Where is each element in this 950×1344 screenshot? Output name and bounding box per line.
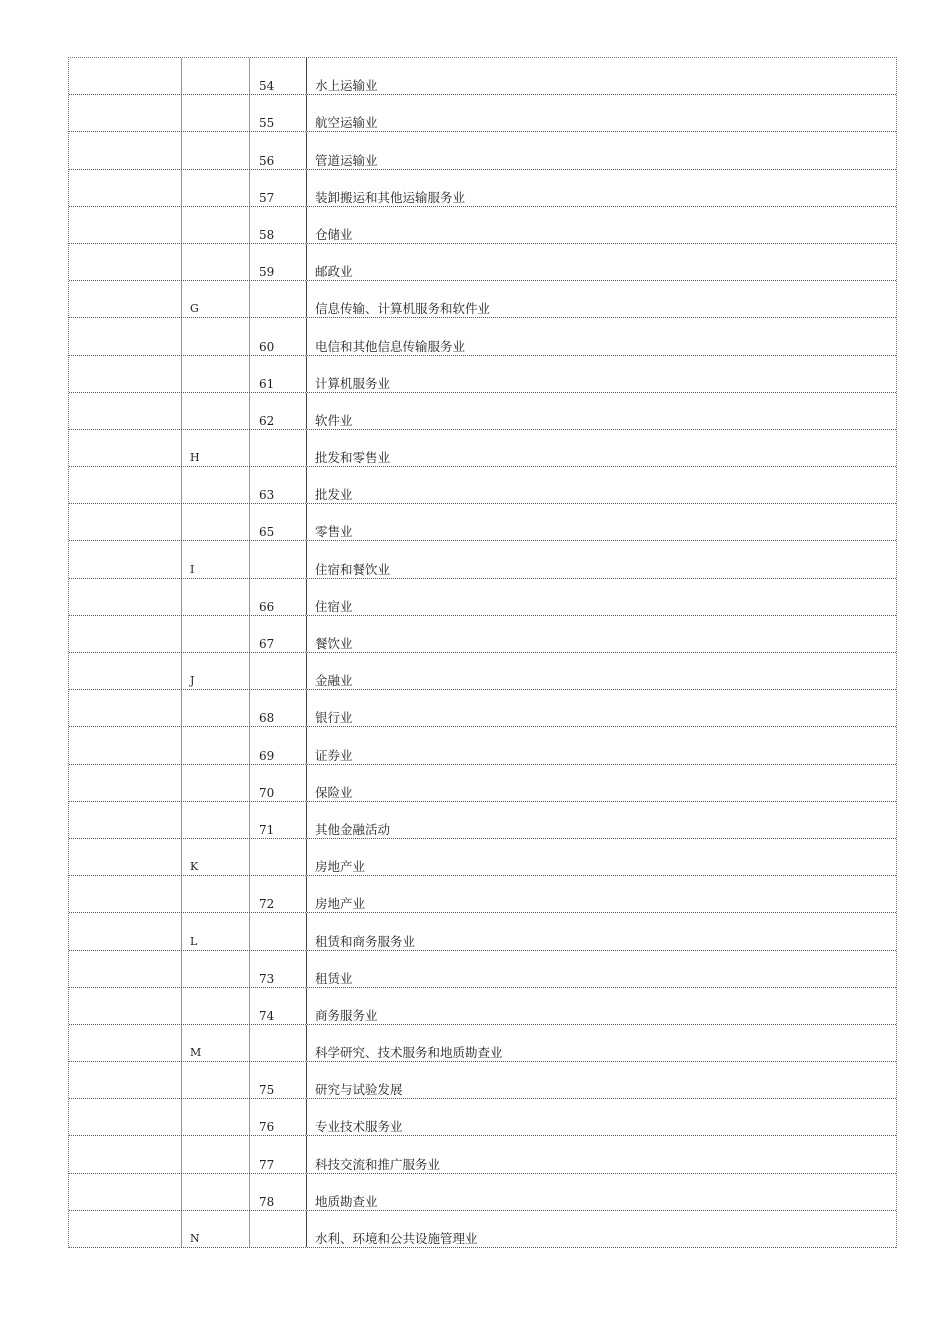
table-row	[69, 951, 896, 988]
table-row	[69, 616, 896, 653]
division-code-cell: 73	[250, 951, 307, 987]
division-code-cell: 58	[250, 207, 307, 243]
industry-classification-table	[68, 57, 897, 1248]
division-code-cell	[250, 1211, 307, 1247]
blank-cell	[69, 244, 182, 280]
blank-cell	[69, 430, 182, 466]
division-code-cell: 72	[250, 876, 307, 912]
blank-cell	[69, 727, 182, 763]
section-letter-cell	[182, 207, 250, 243]
division-code-cell: 67	[250, 616, 307, 652]
blank-cell	[69, 356, 182, 392]
industry-name-cell: 信息传输、计算机服务和软件业	[315, 301, 491, 317]
industry-name-cell: 住宿和餐饮业	[315, 561, 391, 577]
section-letter-cell	[182, 1136, 250, 1172]
industry-name-cell: 银行业	[315, 710, 353, 726]
blank-cell	[69, 913, 182, 949]
section-letter-cell	[182, 170, 250, 206]
section-letter-cell: J	[182, 653, 250, 689]
section-letter-cell	[182, 951, 250, 987]
table-row	[69, 1099, 896, 1136]
blank-cell	[69, 1025, 182, 1061]
blank-cell	[69, 318, 182, 354]
division-code-cell	[250, 541, 307, 577]
industry-name-cell: 租赁和商务服务业	[315, 933, 416, 949]
industry-name-cell: 金融业	[315, 673, 353, 689]
industry-name-cell: 住宿业	[315, 598, 353, 614]
section-letter-cell	[182, 467, 250, 503]
division-code-cell: 57	[250, 170, 307, 206]
table-row	[69, 504, 896, 541]
division-code-cell: 76	[250, 1099, 307, 1135]
industry-name-cell: 地质勘查业	[315, 1193, 378, 1209]
section-letter-cell	[182, 727, 250, 763]
division-code-cell	[250, 281, 307, 317]
industry-name-cell: 水上运输业	[315, 78, 378, 94]
division-code-cell: 75	[250, 1062, 307, 1098]
blank-cell	[69, 504, 182, 540]
division-code-cell	[250, 1025, 307, 1061]
blank-cell	[69, 765, 182, 801]
blank-cell	[69, 170, 182, 206]
section-letter-cell: K	[182, 839, 250, 875]
table-row	[69, 356, 896, 393]
division-code-cell	[250, 430, 307, 466]
blank-cell	[69, 1174, 182, 1210]
section-letter-cell	[182, 393, 250, 429]
blank-cell	[69, 207, 182, 243]
table-row	[69, 467, 896, 504]
industry-name-cell: 餐饮业	[315, 636, 353, 651]
section-letter-cell	[182, 356, 250, 392]
section-letter-cell: M	[182, 1025, 250, 1061]
industry-name-cell: 管道运输业	[315, 152, 378, 168]
blank-cell	[69, 690, 182, 726]
table-row	[69, 1062, 896, 1099]
table-row	[69, 913, 896, 950]
section-letter-cell	[182, 58, 250, 94]
section-letter-cell	[182, 802, 250, 838]
table-row	[69, 281, 896, 318]
section-letter-cell	[182, 690, 250, 726]
industry-name-cell: 科学研究、技术服务和地质勘查业	[315, 1045, 503, 1061]
blank-cell	[69, 653, 182, 689]
industry-name-cell: 邮政业	[315, 264, 353, 280]
division-code-cell: 68	[250, 690, 307, 726]
industry-name-cell: 零售业	[315, 524, 353, 540]
division-code-cell: 77	[250, 1136, 307, 1172]
division-code-cell: 74	[250, 988, 307, 1024]
table-row	[69, 170, 896, 207]
blank-cell	[69, 1062, 182, 1098]
industry-name-cell: 其他金融活动	[315, 821, 391, 837]
table-row	[69, 802, 896, 839]
industry-name-cell: 证券业	[315, 747, 353, 763]
table-row	[69, 727, 896, 764]
industry-name-cell: 计算机服务业	[315, 375, 391, 391]
division-code-cell: 62	[250, 393, 307, 429]
blank-cell	[69, 802, 182, 838]
blank-cell	[69, 1099, 182, 1135]
table-row	[69, 1025, 896, 1062]
blank-cell	[69, 951, 182, 987]
division-code-cell: 65	[250, 504, 307, 540]
table-row	[69, 765, 896, 802]
section-letter-cell	[182, 765, 250, 801]
table-row	[69, 393, 896, 430]
blank-cell	[69, 579, 182, 615]
blank-cell	[69, 988, 182, 1024]
table-row	[69, 988, 896, 1025]
table-row	[69, 690, 896, 727]
table-row	[69, 839, 896, 876]
table-row	[69, 318, 896, 355]
table-row	[69, 541, 896, 578]
blank-cell	[69, 541, 182, 577]
division-code-cell	[250, 839, 307, 875]
blank-cell	[69, 876, 182, 912]
table-row	[69, 1174, 896, 1211]
blank-cell	[69, 1211, 182, 1247]
section-letter-cell	[182, 876, 250, 912]
division-code-cell: 71	[250, 802, 307, 838]
section-letter-cell	[182, 244, 250, 280]
industry-name-cell: 房地产业	[315, 859, 366, 875]
section-letter-cell	[182, 1099, 250, 1135]
division-code-cell: 60	[250, 318, 307, 354]
table-row	[69, 58, 896, 95]
table-row	[69, 244, 896, 281]
section-letter-cell: I	[182, 541, 250, 577]
table-row	[69, 430, 896, 467]
industry-name-cell: 批发和零售业	[315, 450, 391, 466]
table-row	[69, 1211, 896, 1248]
division-code-cell	[250, 653, 307, 689]
industry-name-cell: 电信和其他信息传输服务业	[315, 338, 466, 354]
blank-cell	[69, 1136, 182, 1172]
section-letter-cell	[182, 616, 250, 652]
section-letter-cell	[182, 1062, 250, 1098]
blank-cell	[69, 393, 182, 429]
section-letter-cell: L	[182, 913, 250, 949]
blank-cell	[69, 467, 182, 503]
division-code-cell: 55	[250, 95, 307, 131]
blank-cell	[69, 281, 182, 317]
table-row	[69, 653, 896, 690]
section-letter-cell	[182, 318, 250, 354]
division-code-cell	[250, 913, 307, 949]
industry-name-cell: 保险业	[315, 784, 353, 800]
division-code-cell: 61	[250, 356, 307, 392]
table-row	[69, 579, 896, 616]
section-letter-cell: G	[182, 281, 250, 317]
section-letter-cell: H	[182, 430, 250, 466]
industry-name-cell: 研究与试验发展	[315, 1082, 403, 1098]
industry-name-cell: 专业技术服务业	[315, 1119, 403, 1135]
section-letter-cell	[182, 1174, 250, 1210]
blank-cell	[69, 839, 182, 875]
division-code-cell: 56	[250, 132, 307, 168]
industry-name-cell: 租赁业	[315, 970, 353, 986]
table-row	[69, 1136, 896, 1173]
division-code-cell: 66	[250, 579, 307, 615]
blank-cell	[69, 616, 182, 652]
section-letter-cell	[182, 579, 250, 615]
industry-name-cell: 航空运输业	[315, 115, 378, 131]
division-code-cell: 59	[250, 244, 307, 280]
blank-cell	[69, 132, 182, 168]
blank-cell	[69, 58, 182, 94]
division-code-cell: 70	[250, 765, 307, 801]
section-letter-cell: N	[182, 1211, 250, 1247]
section-letter-cell	[182, 504, 250, 540]
industry-name-cell: 商务服务业	[315, 1007, 378, 1023]
industry-name-cell: 仓储业	[315, 226, 353, 242]
section-letter-cell	[182, 132, 250, 168]
blank-cell	[69, 95, 182, 131]
industry-name-cell: 水利、环境和公共设施管理业	[315, 1231, 478, 1246]
table-row	[69, 876, 896, 913]
table-row	[69, 132, 896, 169]
section-letter-cell	[182, 988, 250, 1024]
industry-name-cell: 科技交流和推广服务业	[315, 1156, 441, 1172]
table-row	[69, 95, 896, 132]
industry-name-cell: 批发业	[315, 487, 353, 503]
table-row	[69, 207, 896, 244]
division-code-cell: 54	[250, 58, 307, 94]
industry-name-cell: 装卸搬运和其他运输服务业	[315, 189, 466, 205]
division-code-cell: 69	[250, 727, 307, 763]
division-code-cell: 63	[250, 467, 307, 503]
section-letter-cell	[182, 95, 250, 131]
industry-name-cell: 软件业	[315, 412, 353, 428]
division-code-cell: 78	[250, 1174, 307, 1210]
industry-name-cell: 房地产业	[315, 896, 366, 912]
